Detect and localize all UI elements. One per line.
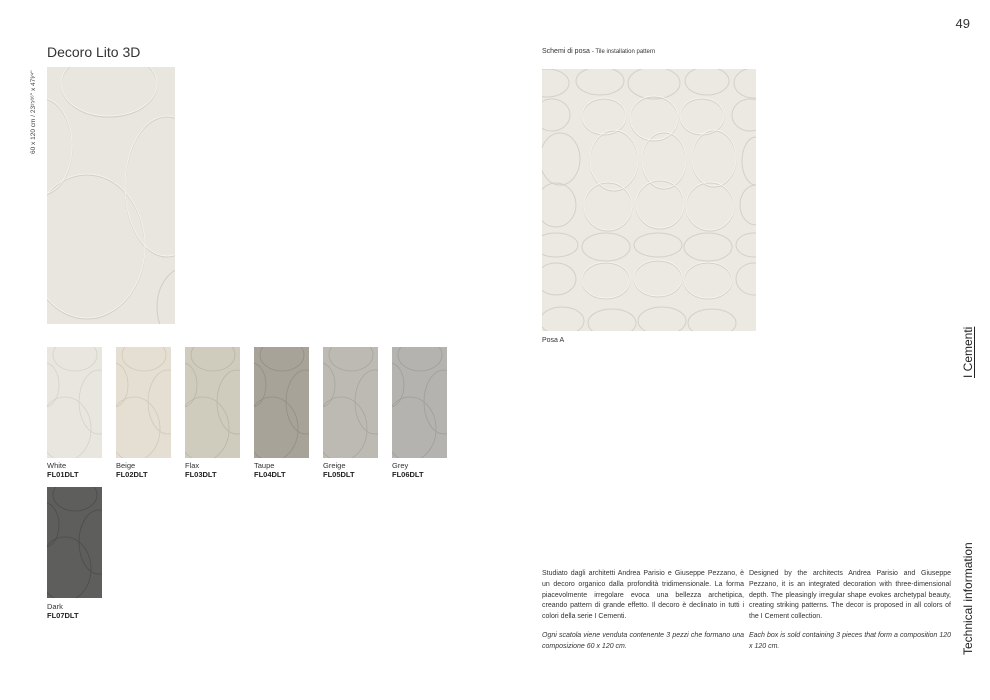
swatch-name: Greige [323, 461, 346, 470]
swatch-name: White [47, 461, 67, 470]
description-italian [542, 569, 744, 661]
swatch-name: Beige [116, 461, 136, 470]
swatch-beige [116, 347, 171, 458]
product-title: Decoro Lito 3D [47, 44, 141, 60]
description-english [749, 569, 951, 661]
swatch-label-white [47, 462, 79, 479]
description-en-note: Each box is sold containing 3 pieces that form a composition 120 x 120 cm. [749, 631, 951, 650]
main-tile-image [47, 67, 175, 324]
page-number: 49 [955, 16, 970, 31]
swatch-code: FL06DLT [392, 469, 424, 479]
swatch-grey [392, 347, 447, 458]
swatch-white [47, 347, 102, 458]
section-label: Technical information [961, 542, 975, 655]
swatch-code: FL04DLT [254, 469, 286, 479]
swatch-taupe [254, 347, 309, 458]
swatch-code: FL03DLT [185, 469, 217, 479]
installation-pattern-image [542, 69, 756, 331]
swatch-flax [185, 347, 240, 458]
swatch-label-beige [116, 462, 148, 479]
description-it-body: Studiato dagli architetti Andrea Parisio e Giuseppe Pezzano, è un decoro organico dalla profondità tridimensionale. La forma piacevolmente irregolare evoca una bellezza archetipica, creando pattern di grande effetto. Il decoro è declinato in tutti i colori della serie I Cementi. [542, 570, 744, 621]
pattern-relief [542, 69, 756, 331]
swatch-name: Taupe [254, 461, 275, 470]
swatch-label-grey [392, 462, 424, 479]
pattern-title-main: Schemi di posa [542, 48, 590, 55]
swatch-code: FL02DLT [116, 469, 148, 479]
swatch-code: FL05DLT [323, 469, 355, 479]
swatch-dark [47, 487, 102, 598]
swatch-name: Dark [47, 602, 63, 611]
swatch-label-taupe [254, 462, 286, 479]
swatch-code: FL01DLT [47, 469, 79, 479]
tile-relief-pattern [47, 67, 175, 324]
description-en-body: Designed by the architects Andrea Parisio and Giuseppe Pezzano, it is an integrated decoration with three-dimensional depth. The pleasingly irregular shape evokes archetypal beauty, creating striking patterns. The decor is proposed in all colors of the I Cement collection. [749, 570, 951, 621]
pattern-caption: Posa A [542, 337, 565, 344]
swatch-name: Grey [392, 461, 409, 470]
swatch-label-flax [185, 462, 217, 479]
pattern-title [542, 48, 655, 55]
swatch-code: FL07DLT [47, 610, 79, 620]
swatch-greige [323, 347, 378, 458]
description-it-note: Ogni scatola viene venduta contenente 3 pezzi che formano una composizione 60 x 120 cm. [542, 631, 744, 650]
pattern-title-sub: - Tile installation pattern [591, 49, 656, 55]
collection-label[interactable]: I Cementi [961, 326, 975, 378]
swatch-label-dark [47, 603, 79, 620]
swatch-label-greige [323, 462, 355, 479]
dimension-label: 60 x 120 cm / 23¹⁵⁄¹⁶" x 47³⁄⁴" [30, 70, 37, 154]
swatch-name: Flax [185, 461, 200, 470]
